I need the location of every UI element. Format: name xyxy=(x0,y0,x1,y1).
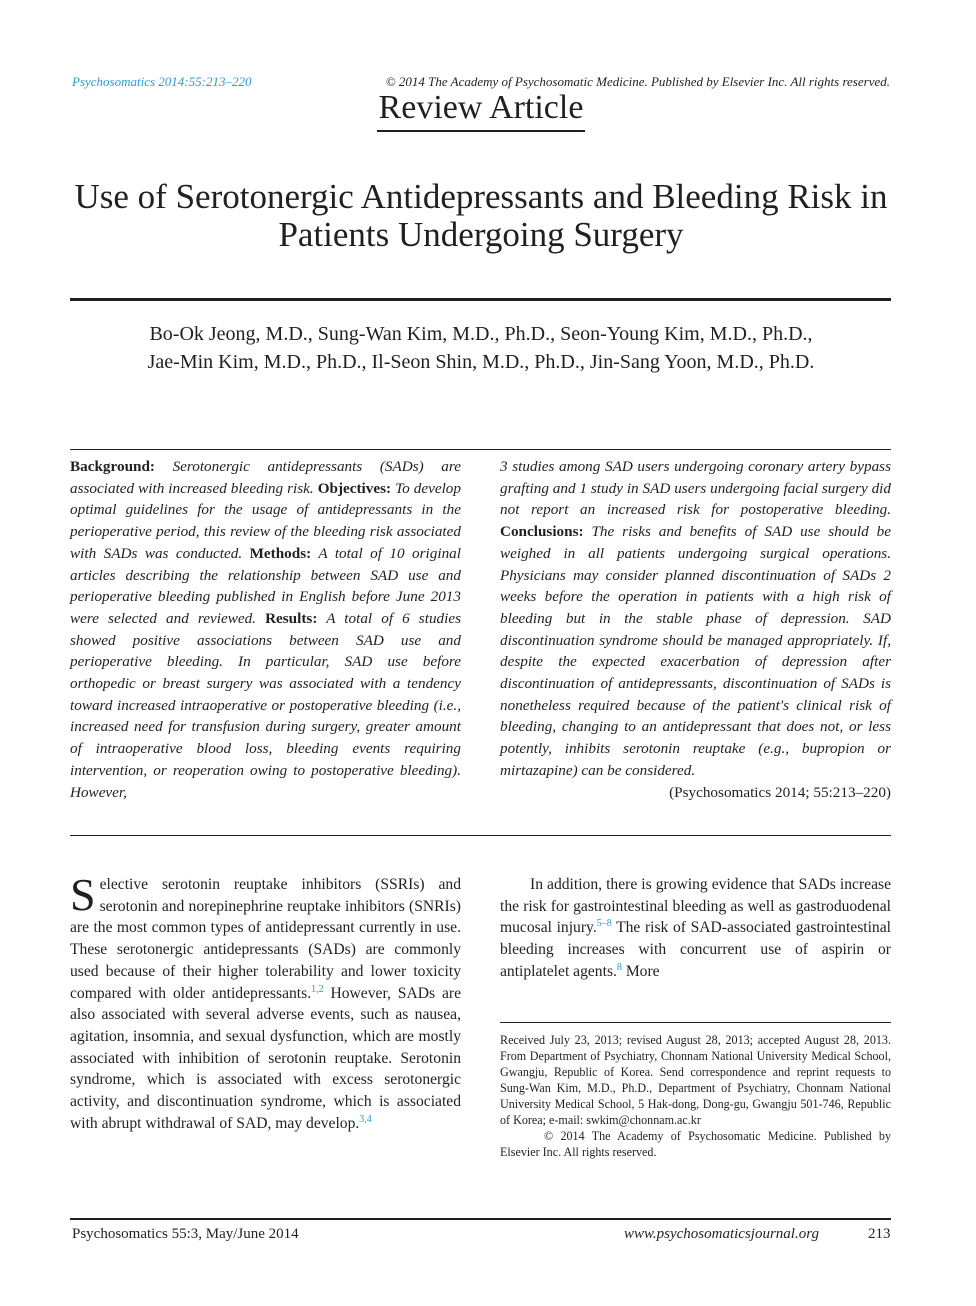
body-text: However, SADs are also associated with several adverse events, such as nausea, agitation, insomnia, and sexual dysfunction, which are mostly associated with inhibition of serotonin reuptake. Serotonin syndrome, which is associated with excess serotonergic activity, and discontinuation syndrome, which is associated with abrupt withdrawal of SAD, may develop. xyxy=(70,984,461,1132)
section-label-text: Review Article xyxy=(377,88,586,132)
results-label: Results: xyxy=(265,609,318,627)
reference-link[interactable]: 3,4 xyxy=(359,1113,372,1125)
footnote-divider xyxy=(500,1022,891,1023)
section-label xyxy=(0,88,962,132)
body-paragraph-1 xyxy=(70,869,461,1134)
abstract-divider-bottom xyxy=(70,835,891,836)
objectives-label: Objectives: xyxy=(317,479,392,497)
reference-link[interactable]: 1,2 xyxy=(311,983,324,995)
background-text: Serotonergic antidepressants (SADs) are associated with increased bleeding risk. xyxy=(70,458,461,497)
body-text: More xyxy=(621,962,660,980)
abstract-citation: (Psychosomatics 2014; 55:213–220) xyxy=(669,783,891,801)
title-divider xyxy=(70,298,891,301)
methods-text: A total of 10 original articles describing the relationship between SAD use and perioperative bleeding published in English before June 2013 were selected and reviewed. xyxy=(70,544,461,627)
body-paragraph-2 xyxy=(500,874,891,983)
abstract-column-left xyxy=(70,456,461,803)
abstract-divider-top xyxy=(70,449,891,450)
footnote-received: Received July 23, 2013; revised August 28, 2013; accepted August 28, 2013. From Department of Psychiatry, Chonnam National University Medical School, Gwangju, Republic of Korea. Send correspondence and reprint requests to Sung-Wan Kim, M.D., Ph.D., Department of Psychiatry, Chonnam National University Medical School, 5 Hak-dong, Dong-gu, Gwangju 501-746, Republic of Korea; e-mail: swkim@chonnam.ac.kr xyxy=(500,1033,891,1127)
reference-link[interactable]: 5–8 xyxy=(596,918,612,930)
abstract-column-right xyxy=(500,456,891,803)
conclusions-label: Conclusions: xyxy=(500,523,584,541)
copyright-notice: © 2014 The Academy of Psychosomatic Medicine. Published by Elsevier Inc. All rights reserved. xyxy=(385,74,890,89)
authors-line-1: Bo-Ok Jeong, M.D., Sung-Wan Kim, M.D., Ph.D., Seon-Young Kim, M.D., Ph.D., xyxy=(149,323,813,345)
body-column-left xyxy=(70,869,461,1134)
reference-link[interactable]: 8 xyxy=(616,961,622,973)
body-text: elective serotonin reuptake inhibitors (SSRIs) and serotonin and norepinephrine reuptake inhibitors (SNRIs) are the most common types of antidepressant currently in use. These serotonergic antidepressants (SADs) are commonly used because of their higher tolerability and lower toxicity compared with older antidepressants. xyxy=(70,876,461,1002)
footer-divider xyxy=(70,1218,891,1220)
article-footnote xyxy=(500,1032,891,1160)
journal-issue: Psychosomatics 55:3, May/June 2014 xyxy=(72,1226,299,1242)
conclusions-text: The risks and benefits of SAD use should be weighed in all patients undergoing surgical operations. Physicians may consider planned discontinuation of SADs 2 weeks before the operation in patients with a high risk of bleeding but in the stable phase of depression. SAD discontinuation syndrome should be managed appropriately. If, despite the expected exacerbation of depression after discontinuation of antidepressants, discontinuation of SADs is nonetheless required because of the patient's clinical risk of bleeding, changing to an antidepressant that does not, or less potently, inhibits serotonin reuptake (e.g., bupropion or mirtazapine) can be considered. xyxy=(500,523,891,779)
footnote-copyright: © 2014 The Academy of Psychosomatic Medicine. Published by Elsevier Inc. All rights reserved. xyxy=(500,1129,891,1159)
results-continued-text: 3 studies among SAD users undergoing coronary artery bypass grafting and 1 study in SAD users undergoing facial surgery did not report an increased risk for postoperative bleeding. xyxy=(500,458,891,519)
body-column-right xyxy=(500,874,891,983)
authors-line-2: Jae-Min Kim, M.D., Ph.D., Il-Seon Shin, M.D., Ph.D., Jin-Sang Yoon, M.D., Ph.D. xyxy=(147,351,815,373)
background-label: Background: xyxy=(70,458,155,475)
body-text: In addition, there is growing evidence that SADs increase the risk for gastrointestinal bleeding as well as gastroduodenal mucosal injury. xyxy=(500,876,891,937)
body-text: The risk of SAD-associated gastrointestinal bleeding increases with concurrent use of aspirin or antiplatelet agents. xyxy=(500,919,891,980)
methods-label: Methods: xyxy=(249,544,312,562)
journal-website-link[interactable]: www.psychosomaticsjournal.org xyxy=(624,1226,820,1242)
article-title: Use of Serotonergic Antidepressants and Bleeding Risk in Patients Undergoing Surgery xyxy=(74,177,888,254)
author-list xyxy=(60,320,902,376)
page-number: 213 xyxy=(868,1226,891,1242)
objectives-text: To develop optimal guidelines for the usage of antidepressants in the perioperative period, this review of the bleeding risk associated with SADs was conducted. xyxy=(70,479,461,562)
journal-reference[interactable]: Psychosomatics 2014:55:213–220 xyxy=(72,74,252,89)
drop-cap: S xyxy=(70,869,96,920)
results-text: A total of 6 studies showed positive associations between SAD use and perioperative bleeding. In particular, SAD use before orthopedic or breast surgery was associated with a tendency toward increased intraoperative or postoperative bleeding (i.e., increased need for transfusion during surgery, greater amount of intraoperative blood loss, bleeding events requiring intervention, or reoperation owing to postoperative bleeding). However, xyxy=(70,609,461,801)
